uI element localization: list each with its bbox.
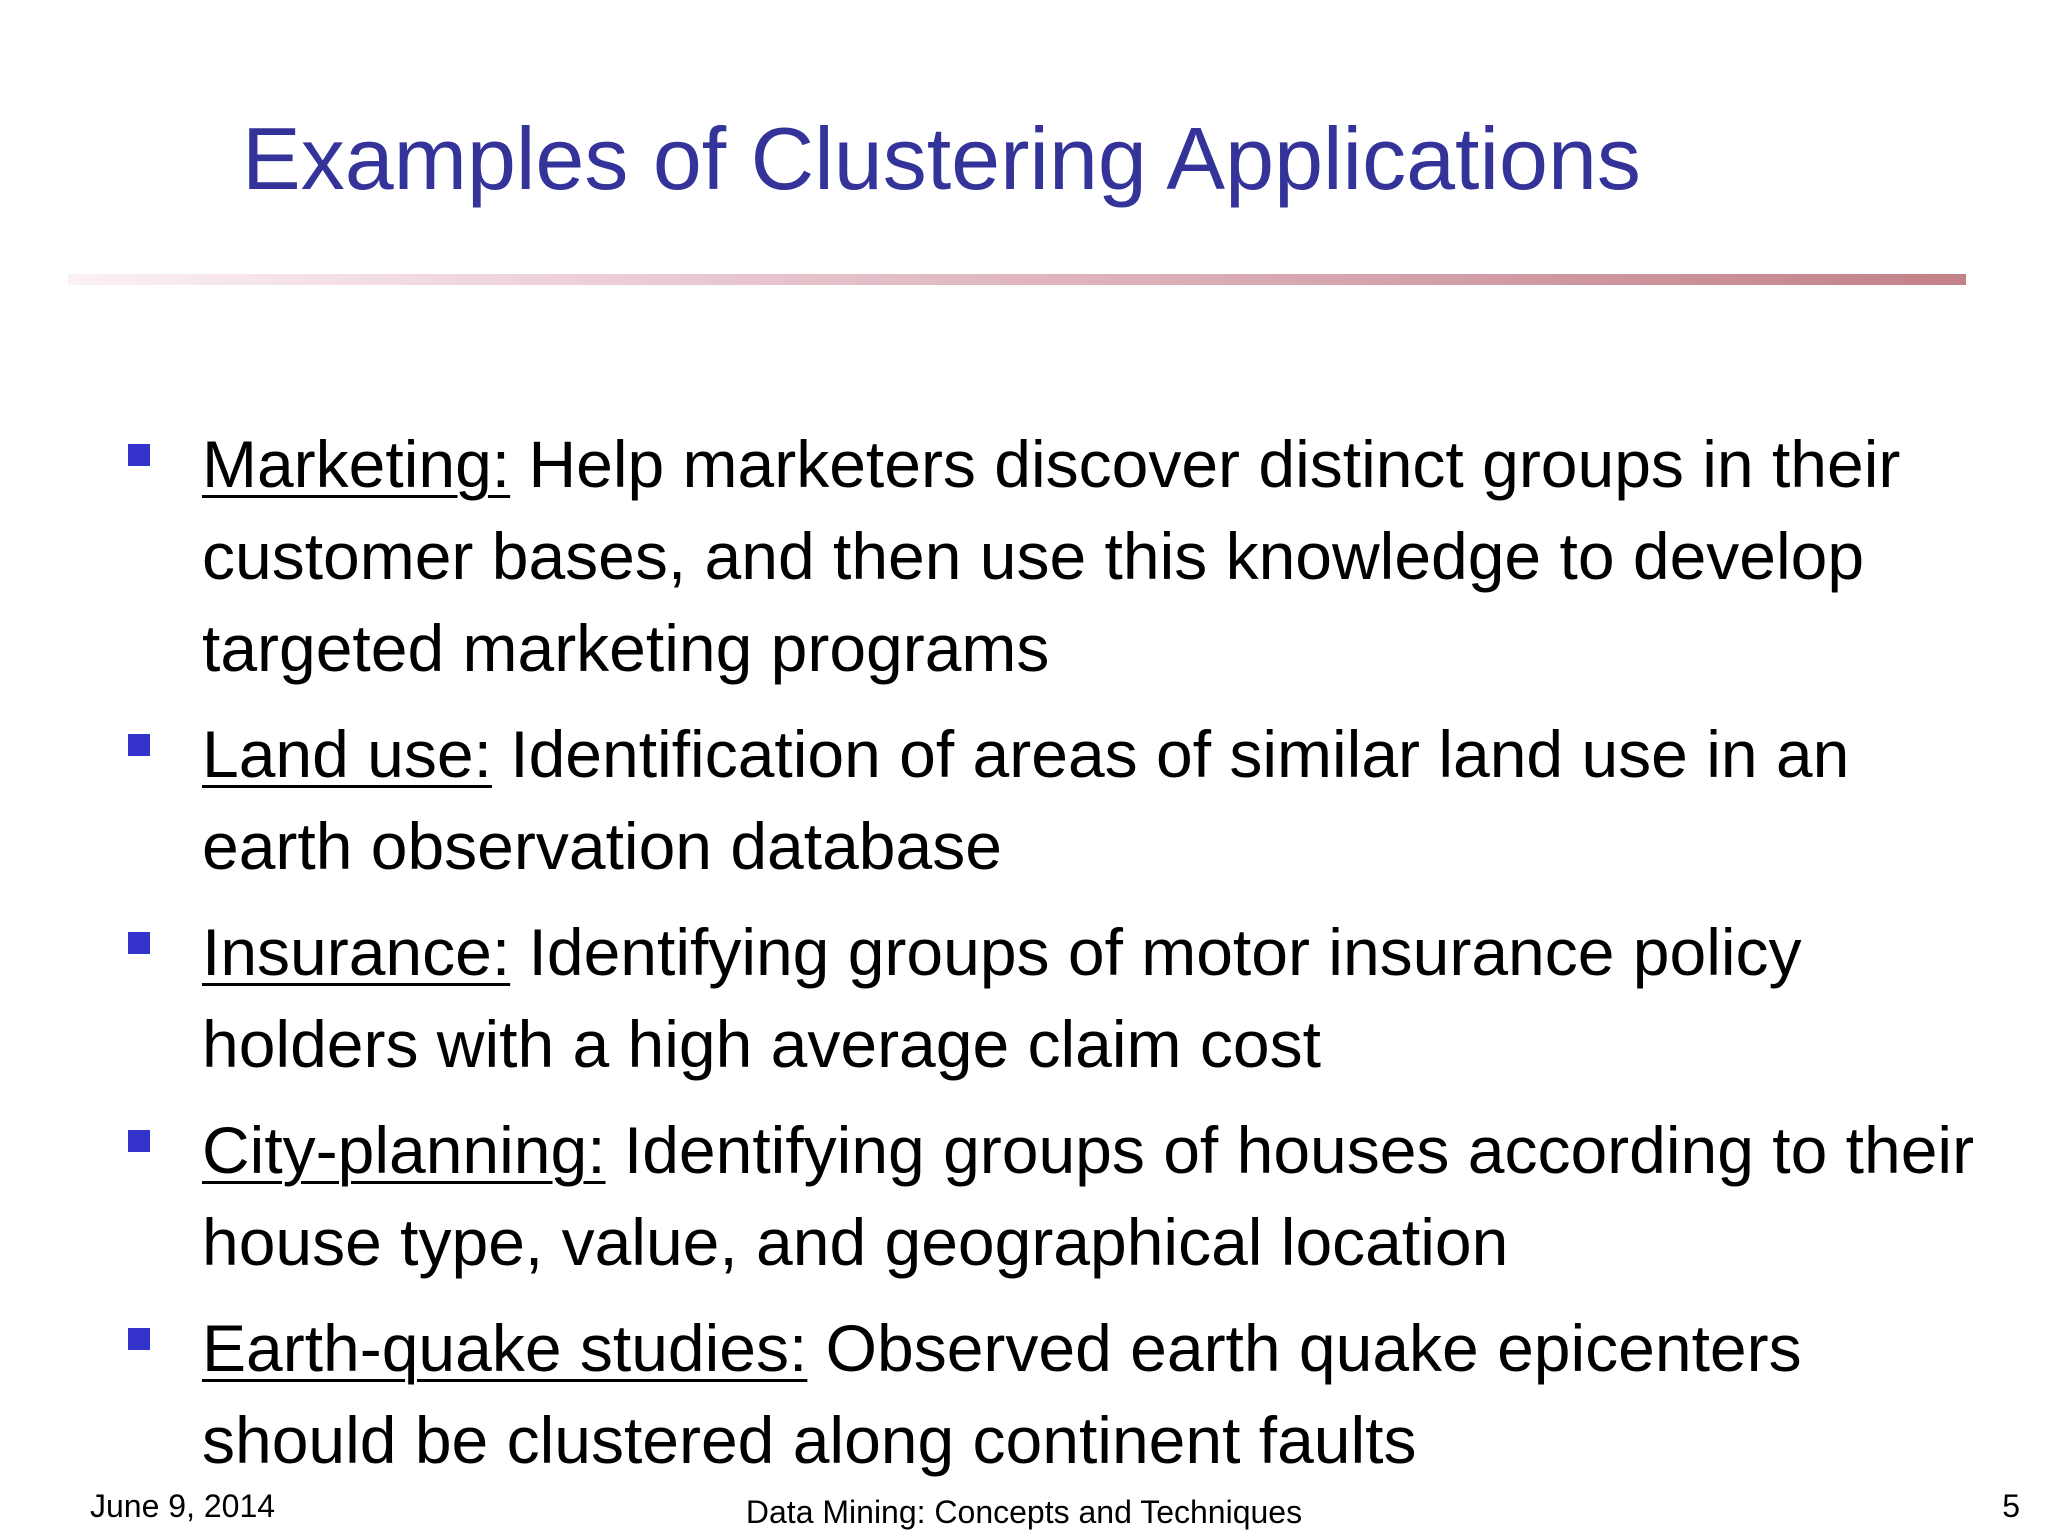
square-bullet-icon xyxy=(128,1130,150,1152)
slide-title: Examples of Clustering Applications xyxy=(242,109,1641,208)
bullet-item-city-planning xyxy=(124,1104,2004,1288)
bullet-text: Identifying groups of houses according to their house type, value, and geographical location xyxy=(202,1113,1975,1279)
bullet-item-marketing xyxy=(124,418,2004,694)
bullet-text: Help marketers discover distinct groups in their customer bases, and then use this knowledge to develop targeted marketing programs xyxy=(202,427,1901,685)
square-bullet-icon xyxy=(128,932,150,954)
page-number: 5 xyxy=(2002,1488,2020,1524)
bullet-item-insurance xyxy=(124,906,2004,1090)
bullet-term: Earth-quake studies: xyxy=(202,1311,808,1385)
bullet-item-earthquake-studies xyxy=(124,1302,2004,1486)
bullet-term: Insurance: xyxy=(202,915,511,989)
bullet-item-land-use xyxy=(124,708,2004,892)
bullet-term: Land use: xyxy=(202,717,492,791)
bullet-text: Identifying groups of motor insurance policy holders with a high average claim cost xyxy=(202,915,1802,1081)
bullet-text: Observed earth quake epicenters should be clustered along continent faults xyxy=(202,1311,1802,1477)
square-bullet-icon xyxy=(128,444,150,466)
square-bullet-icon xyxy=(128,1328,150,1350)
footer-date: June 9, 2014 xyxy=(90,1488,276,1524)
square-bullet-icon xyxy=(128,734,150,756)
bullet-text: Identification of areas of similar land use in an earth observation database xyxy=(202,717,1850,883)
bullet-term: City-planning: xyxy=(202,1113,606,1187)
bullet-term: Marketing: xyxy=(202,427,511,501)
footer-title: Data Mining: Concepts and Techniques xyxy=(745,1494,1303,1530)
title-divider xyxy=(68,274,1966,285)
bullet-list xyxy=(124,418,2004,1500)
